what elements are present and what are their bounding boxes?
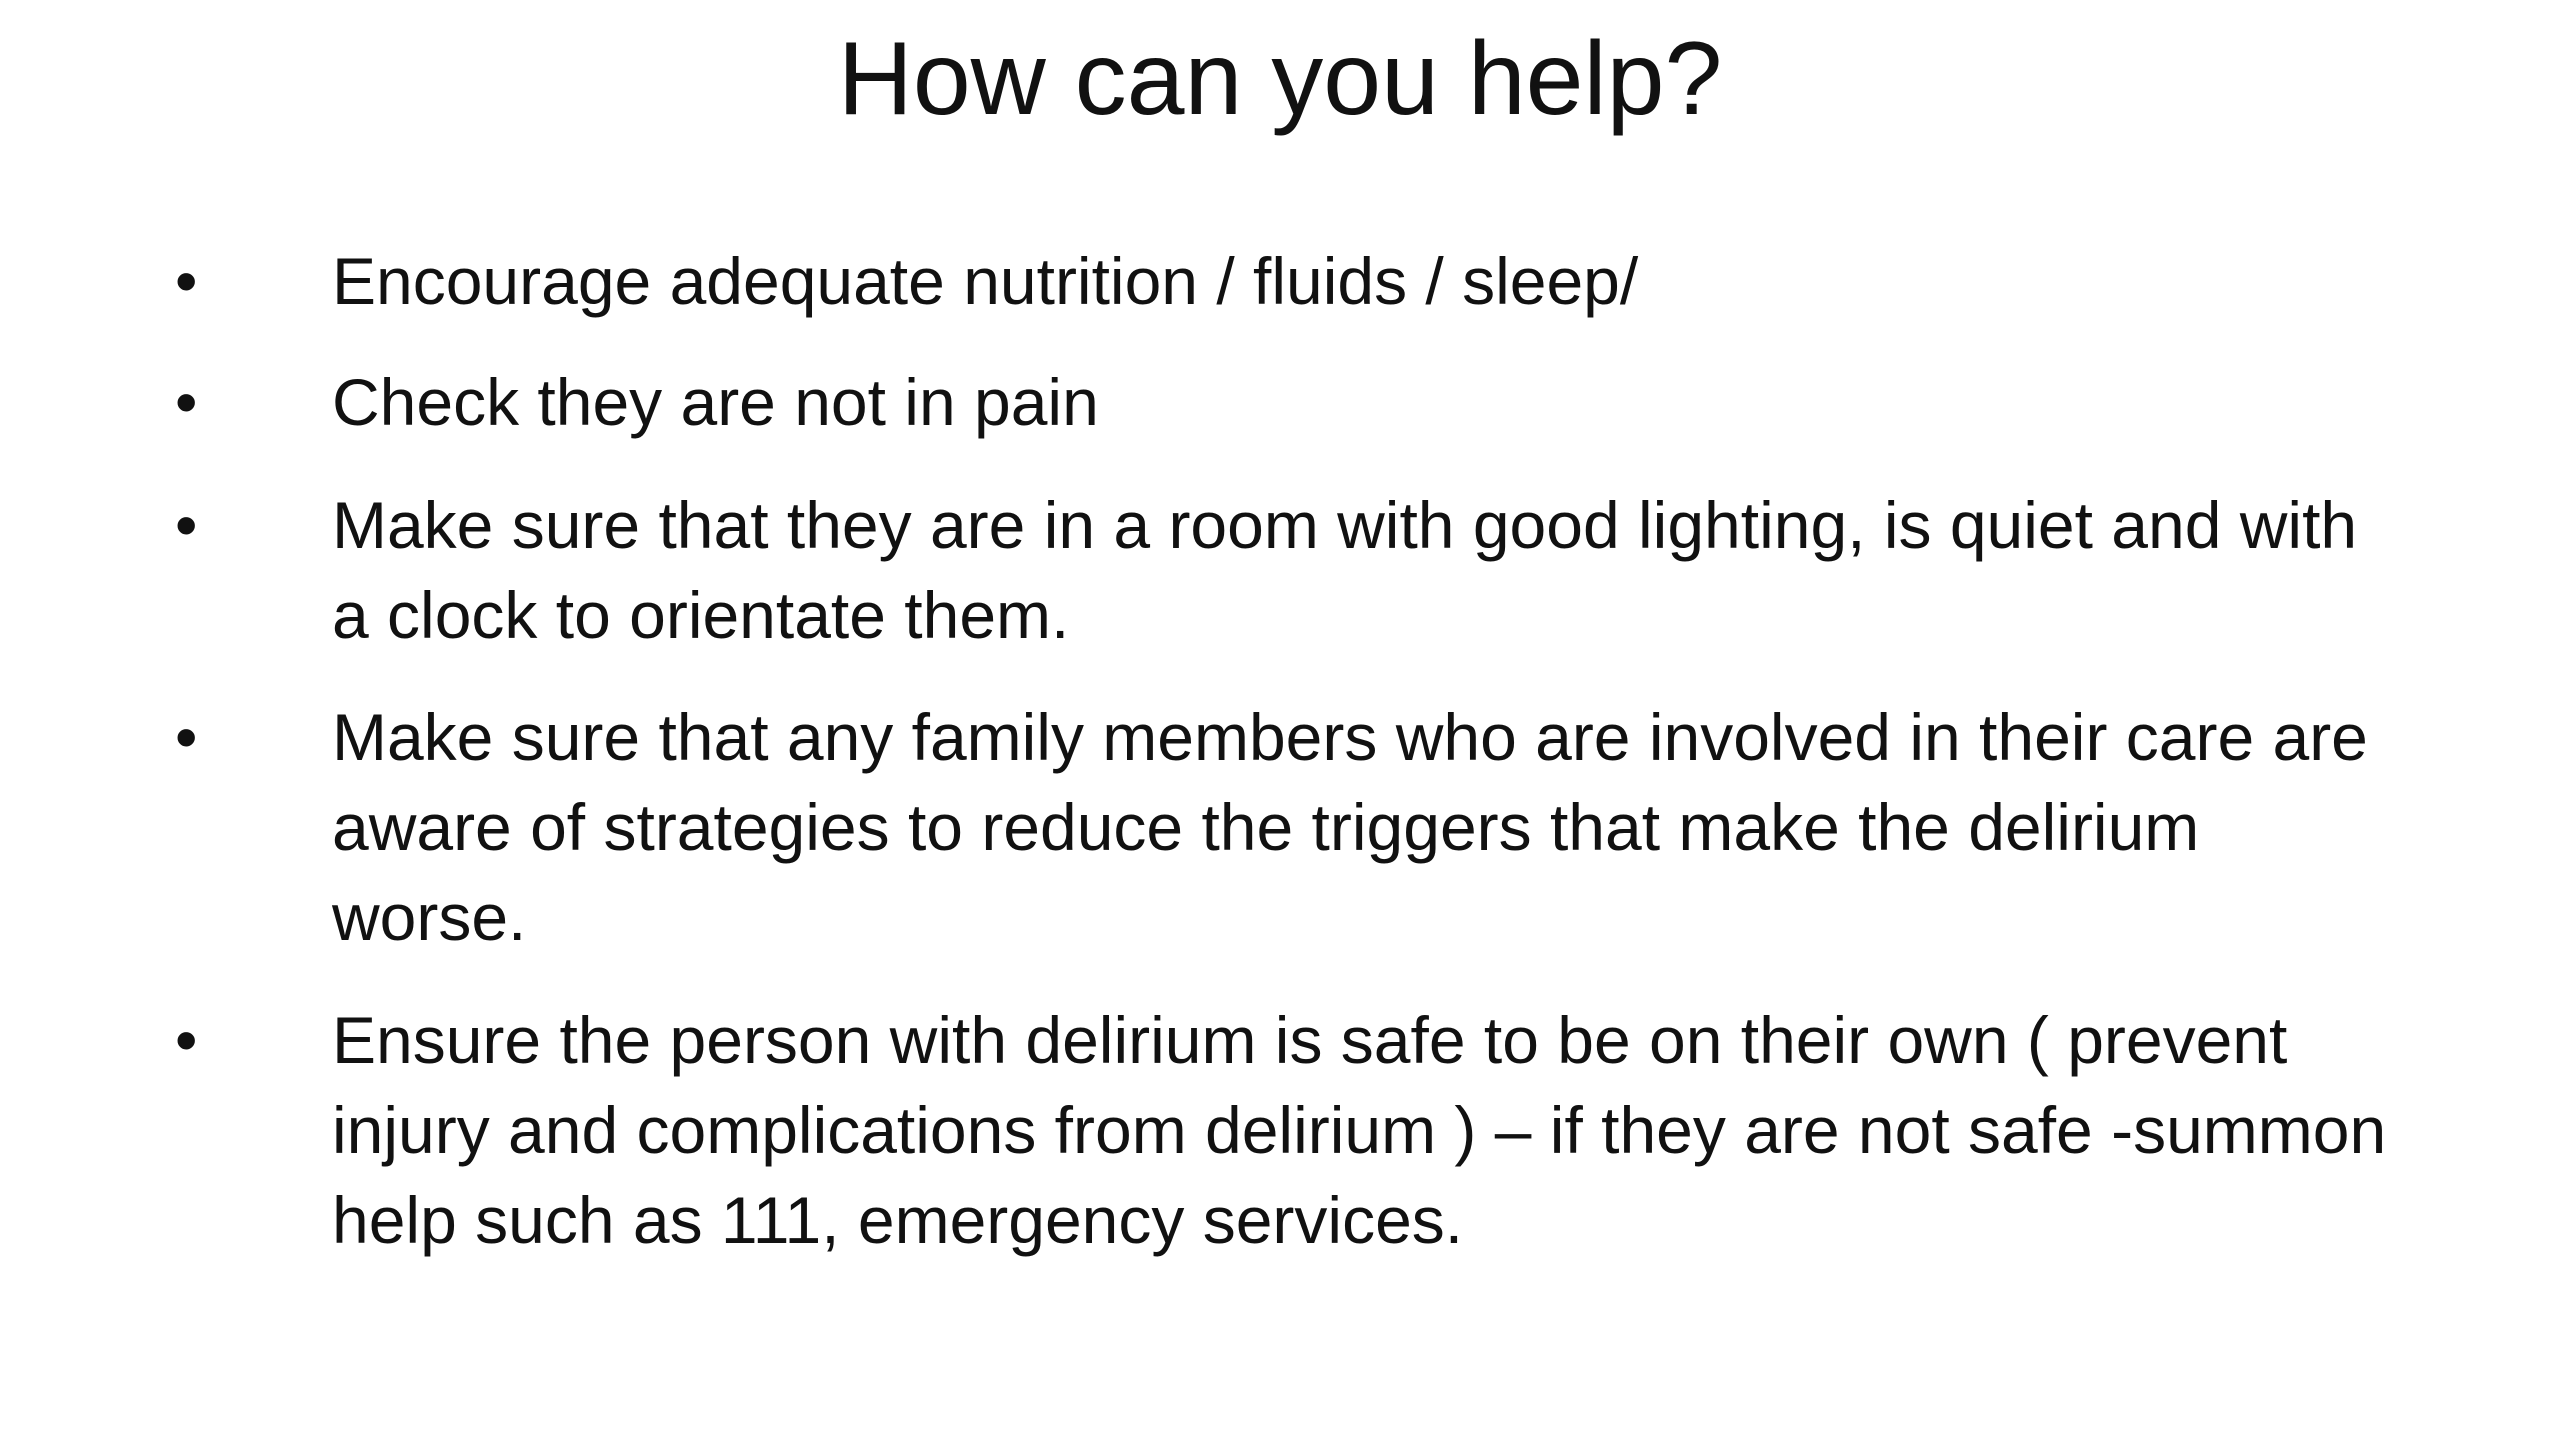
bullet-text: Make sure that they are in a room with good lighting, is quiet and with a clock to orientate them. [332,488,2358,652]
slide-title: How can you help? [837,21,1723,137]
bullet-icon: • [175,245,198,317]
bullet-icon: • [175,1004,198,1076]
bullet-icon: • [175,489,198,561]
bullet-icon: • [175,701,198,773]
bullet-text: Encourage adequate nutrition / fluids / sleep/ [332,244,1639,318]
bullet-text: Make sure that any family members who are involved in their care are aware of strategies to reduce the triggers that make the delirium worse. [332,700,2368,954]
bullet-text: Ensure the person with delirium is safe to be on their own ( prevent injury and complications from delirium ) – if they are not safe -summon help such as 111, emergency services. [332,1003,2387,1257]
bullet-icon: • [175,366,198,438]
bullet-text: Check they are not in pain [332,365,1099,439]
